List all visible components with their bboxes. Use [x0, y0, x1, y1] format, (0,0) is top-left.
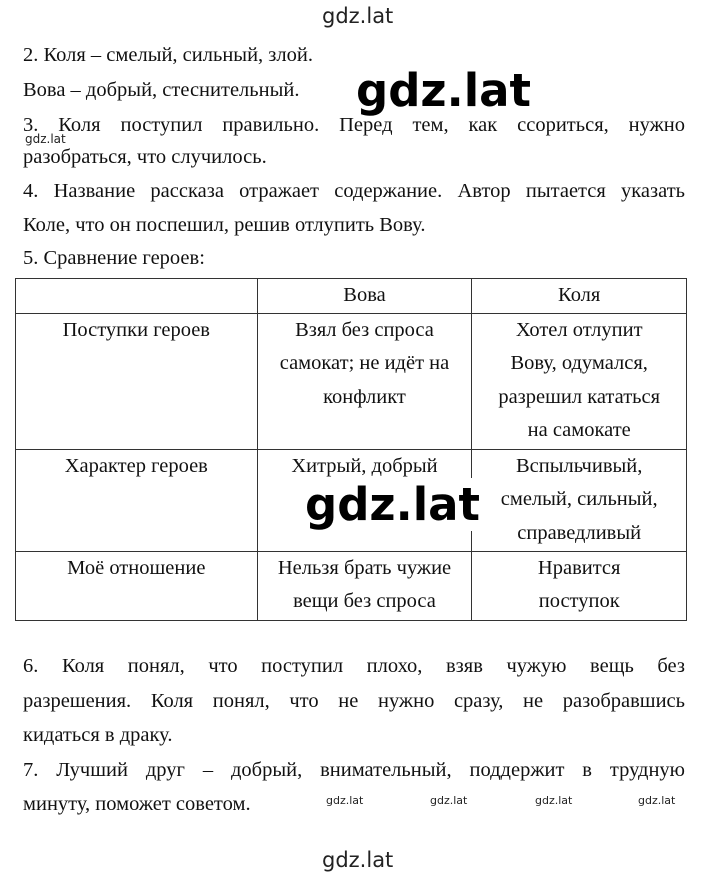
- watermark-small: gdz.lat: [25, 132, 66, 146]
- cell-line: Нельзя брать чужие: [277, 556, 452, 579]
- item-2-line-1: 2. Коля – смелый, сильный, злой.: [23, 44, 313, 66]
- table-row: [16, 313, 687, 449]
- watermark-large-2: gdz.lat: [302, 478, 483, 531]
- item-5-heading: 5. Сравнение героев:: [23, 247, 205, 269]
- cell-line: Хотел отлупит: [515, 318, 643, 341]
- cell-line: справедливый: [517, 521, 642, 544]
- watermark-top: gdz.lat: [322, 4, 394, 28]
- cell-line: конфликт: [323, 385, 406, 408]
- item-4-line-1: 4. Название рассказа отражает содержание. Автор пытается указать: [23, 180, 685, 202]
- item-7-line-1: 7. Лучший друг – добрый, внимательный, поддержит в трудную: [23, 759, 685, 781]
- table-header-row: [16, 279, 687, 314]
- table-header-cell: Вова: [257, 279, 472, 314]
- heroes-comparison-table: [15, 278, 687, 621]
- table-cell: [257, 551, 472, 620]
- cell-line: Вспыльчивый,: [516, 454, 643, 477]
- watermark-tiny: gdz.lat: [535, 794, 573, 807]
- watermark-bottom: gdz.lat: [322, 848, 394, 872]
- cell-line: смелый, сильный,: [500, 488, 658, 510]
- watermark-tiny: gdz.lat: [638, 794, 676, 807]
- item-6-line-1: 6. Коля понял, что поступил плохо, взяв чужую вещь без: [23, 655, 685, 677]
- cell-line: разрешил кататься: [498, 385, 661, 408]
- item-3-line-1: 3. Коля поступил правильно. Перед тем, как ссориться, нужно: [23, 114, 685, 136]
- watermark-large-1: gdz.lat: [356, 64, 532, 117]
- cell-line: вещи без спроса: [293, 590, 436, 612]
- table-header-cell: Коля: [472, 279, 687, 314]
- cell-line: самокат; не идёт на: [279, 352, 450, 374]
- table-cell: [472, 313, 687, 449]
- cell-line: Взял без спроса: [295, 318, 434, 341]
- cell-line: Нравится: [537, 556, 621, 579]
- item-6-line-2: разрешения. Коля понял, что не нужно сразу, не разобравшись: [23, 690, 685, 712]
- item-2-line-2: Вова – добрый, стеснительный.: [23, 79, 300, 101]
- item-4-line-2: Коле, что он поспешил, решив отлупить Вову.: [23, 214, 426, 236]
- cell-line: Вову, одумался,: [510, 352, 648, 374]
- item-6-line-3: кидаться в драку.: [23, 724, 173, 746]
- cell-line: на самокате: [527, 419, 631, 441]
- watermark-tiny: gdz.lat: [326, 794, 364, 807]
- row-label: Поступки героев: [16, 313, 258, 449]
- table-cell: [472, 551, 687, 620]
- row-label: Характер героев: [16, 449, 258, 551]
- table-cell: [472, 449, 687, 551]
- cell-line: поступок: [538, 590, 620, 612]
- table-row: [16, 551, 687, 620]
- watermark-tiny: gdz.lat: [430, 794, 468, 807]
- item-7-line-2: минуту, поможет советом.: [23, 793, 251, 815]
- table-cell: [257, 313, 472, 449]
- item-3-line-2: разобраться, что случилось.: [23, 146, 267, 168]
- table-header-cell: [16, 279, 258, 314]
- cell-line: Хитрый, добрый: [291, 454, 438, 477]
- row-label: Моё отношение: [16, 551, 258, 620]
